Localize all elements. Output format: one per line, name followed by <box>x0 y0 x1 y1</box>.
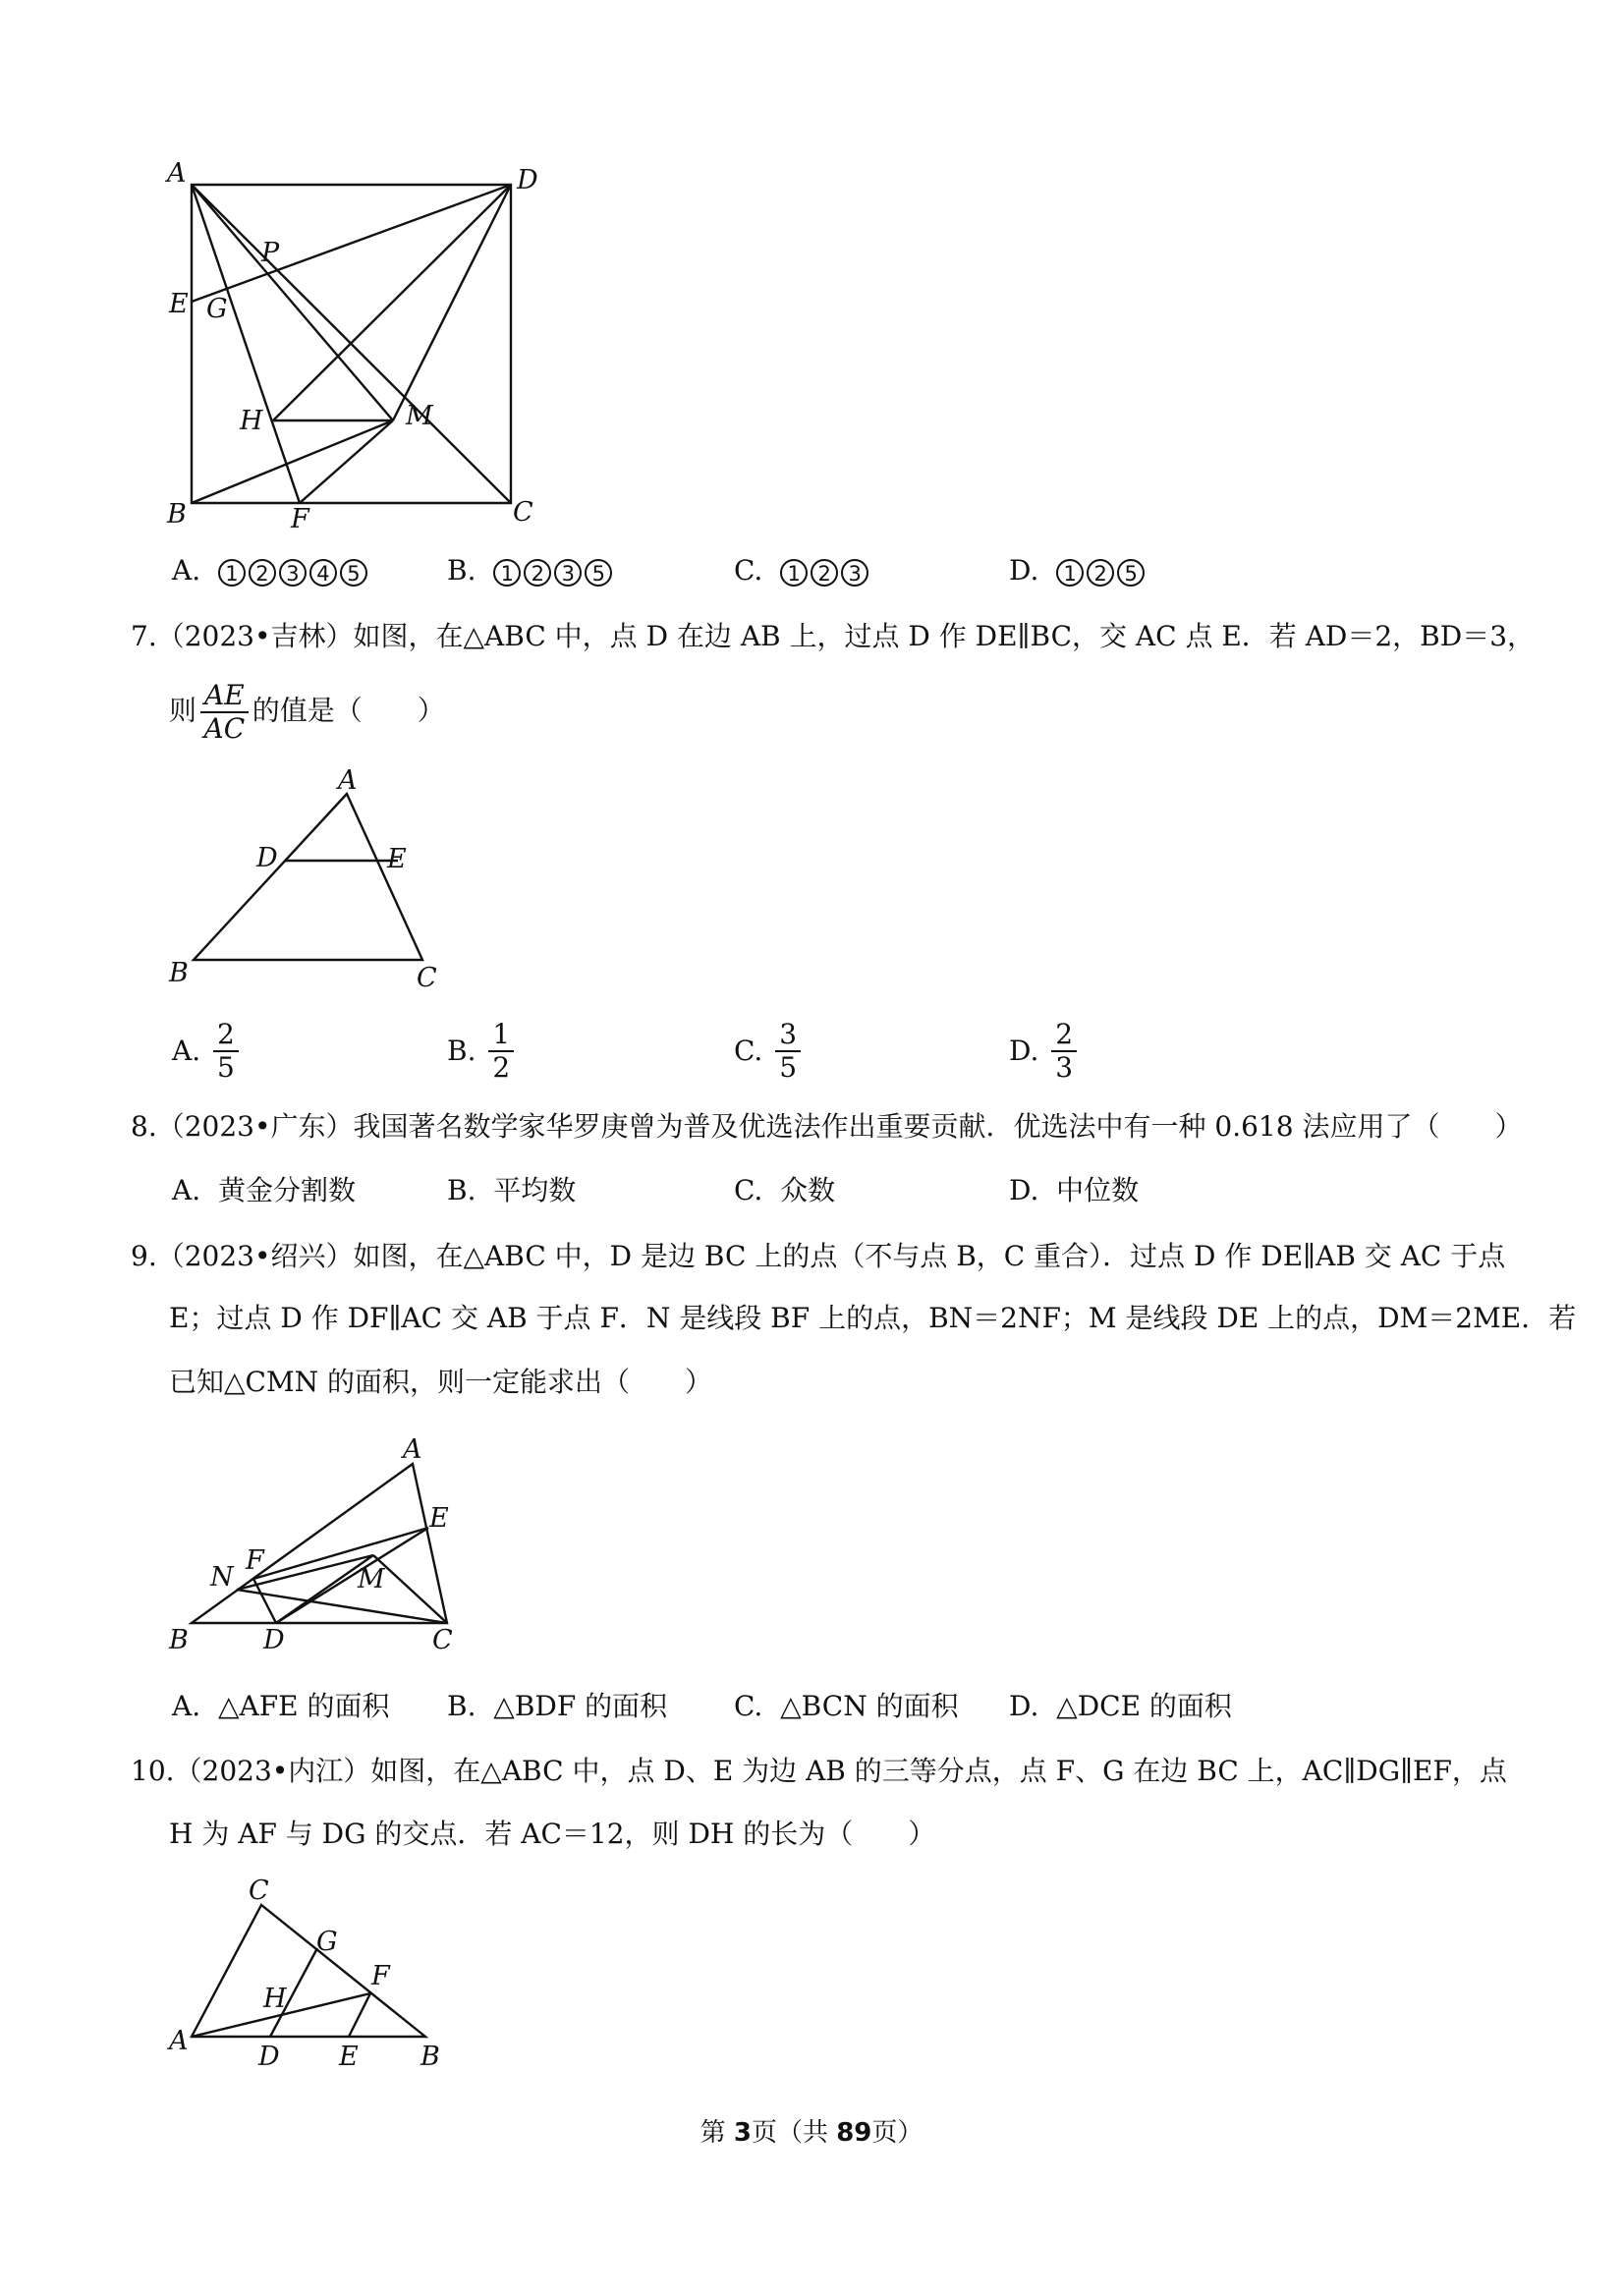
q10-question-line2: H 为 AF 与 DG 的交点．若 AC＝12，则 DH 的长为（ ） <box>169 1818 936 1850</box>
page-footer: 第 3页（共 89页） <box>700 2118 923 2148</box>
total-page-count: 89 <box>836 2118 872 2148</box>
circled-number: 5 <box>1117 559 1145 587</box>
q6-label-g: G <box>206 294 228 324</box>
q7-question-line1: 7.（2023•吉林）如图，在△ABC 中，点 D 在边 AB 上，过点 D 作 DE∥BC，交 AC 点 E．若 AD＝2，BD＝3， <box>131 620 1536 652</box>
q7-label-d: D <box>256 843 278 873</box>
q9-label-d: D <box>263 1625 285 1655</box>
q9-question-line1: 9.（2023•绍兴）如图，在△ABC 中，D 是边 BC 上的点（不与点 B，C 重合）．过点 D 作 DE∥AB 交 AC 于点 <box>131 1240 1506 1272</box>
circled-number: 3 <box>841 559 868 587</box>
q7-label-c: C <box>417 963 437 993</box>
q10-figure <box>0 0 589 2083</box>
q7-label-a: A <box>338 765 358 796</box>
q6-label-h: H <box>240 406 263 436</box>
circled-number: 3 <box>279 559 307 587</box>
q7-label-b: B <box>169 958 189 988</box>
q9-option-c: C. △BCN 的面积 <box>734 1690 959 1722</box>
circled-number: 5 <box>340 559 367 587</box>
q9-option-a: A. △AFE 的面积 <box>172 1690 390 1722</box>
q7-fraction: $\frac{AE}{AC}$ <box>200 680 249 745</box>
q7-option-c: C. $\frac{3}{5}$ <box>734 1019 805 1084</box>
q6-option-d-circled <box>1056 554 1147 587</box>
circled-number: 1 <box>780 559 808 587</box>
q7-option-b: B. $\frac{1}{2}$ <box>447 1019 518 1084</box>
q6-label-f: F <box>291 504 309 534</box>
q7-option-a: A. $\frac{2}{5}$ <box>172 1019 243 1084</box>
q10-label-d: D <box>258 2042 280 2072</box>
circled-number: 4 <box>309 559 337 587</box>
circled-number: 2 <box>249 559 276 587</box>
q6-option-b: B. 1 2 3 5 <box>447 551 615 590</box>
q9-label-a: A <box>403 1434 422 1465</box>
q10-label-f: F <box>371 1961 390 1991</box>
q10-label-h: H <box>263 1984 287 2014</box>
q7-label-e: E <box>387 844 407 874</box>
q9-label-m: M <box>358 1564 385 1595</box>
q6-label-d: D <box>517 165 538 196</box>
q6-option-c: C. 1 2 3 <box>734 551 871 590</box>
circled-number: 3 <box>554 559 582 587</box>
circled-number: 2 <box>1087 559 1114 587</box>
q6-option-c-circled <box>780 554 871 587</box>
q9-label-n: N <box>210 1562 234 1593</box>
q8-option-d: D. 中位数 <box>1009 1174 1140 1206</box>
q9-option-b: B. △BDF 的面积 <box>447 1690 668 1722</box>
q9-option-d: D. △DCE 的面积 <box>1009 1690 1232 1722</box>
q9-question-line2: E；过点 D 作 DF∥AC 交 AB 于点 F．N 是线段 BF 上的点，BN＝2NF；M 是线段 DE 上的点，DM＝2ME．若 <box>169 1302 1577 1334</box>
q8-option-a: A. 黄金分割数 <box>172 1174 356 1206</box>
q8-option-b: B. 平均数 <box>447 1174 577 1206</box>
q6-label-m: M <box>406 401 433 431</box>
circled-number: 1 <box>218 559 246 587</box>
q10-label-c: C <box>249 1876 269 1906</box>
q9-label-c: C <box>432 1625 453 1655</box>
q10-label-a: A <box>169 2026 189 2056</box>
current-page-number: 3 <box>733 2118 752 2148</box>
q6-option-a: A. 1 2 3 4 5 <box>172 551 370 590</box>
q6-label-p: P <box>261 238 280 268</box>
q8-option-c: C. 众数 <box>734 1174 836 1206</box>
q9-label-e: E <box>429 1503 449 1534</box>
q10-label-e: E <box>339 2042 359 2072</box>
q10-label-b: B <box>420 2042 440 2072</box>
q6-label-e: E <box>169 289 189 319</box>
q10-question-line1: 10.（2023•内江）如图，在△ABC 中，点 D、E 为边 AB 的三等分点，点 F、G 在边 BC 上，AC∥DG∥EF，点 <box>131 1755 1507 1787</box>
q8-question-line1: 8.（2023•广东）我国著名数学家华罗庚曾为普及优选法作出重要贡献．优选法中有一种 0.618 法应用了（ ） <box>131 1110 1523 1143</box>
circled-number: 5 <box>585 559 612 587</box>
circled-number: 1 <box>493 559 521 587</box>
circled-number: 1 <box>1056 559 1084 587</box>
circled-number: 2 <box>811 559 838 587</box>
q6-label-a: A <box>167 158 187 189</box>
q7-question-line2: 则 $\frac{AE}{AC}$ 的值是（ ） <box>169 679 445 745</box>
q10-label-g: G <box>316 1927 338 1957</box>
q9-label-b: B <box>169 1625 189 1655</box>
q9-question-line3: 已知△CMN 的面积，则一定能求出（ ） <box>169 1366 713 1398</box>
q6-option-d: D. 1 2 5 <box>1009 551 1147 590</box>
q9-label-f: F <box>246 1545 264 1576</box>
circled-number: 2 <box>524 559 551 587</box>
q6-label-b: B <box>167 499 187 530</box>
q6-label-c: C <box>513 497 533 528</box>
q7-option-d: D. $\frac{2}{3}$ <box>1009 1019 1081 1084</box>
